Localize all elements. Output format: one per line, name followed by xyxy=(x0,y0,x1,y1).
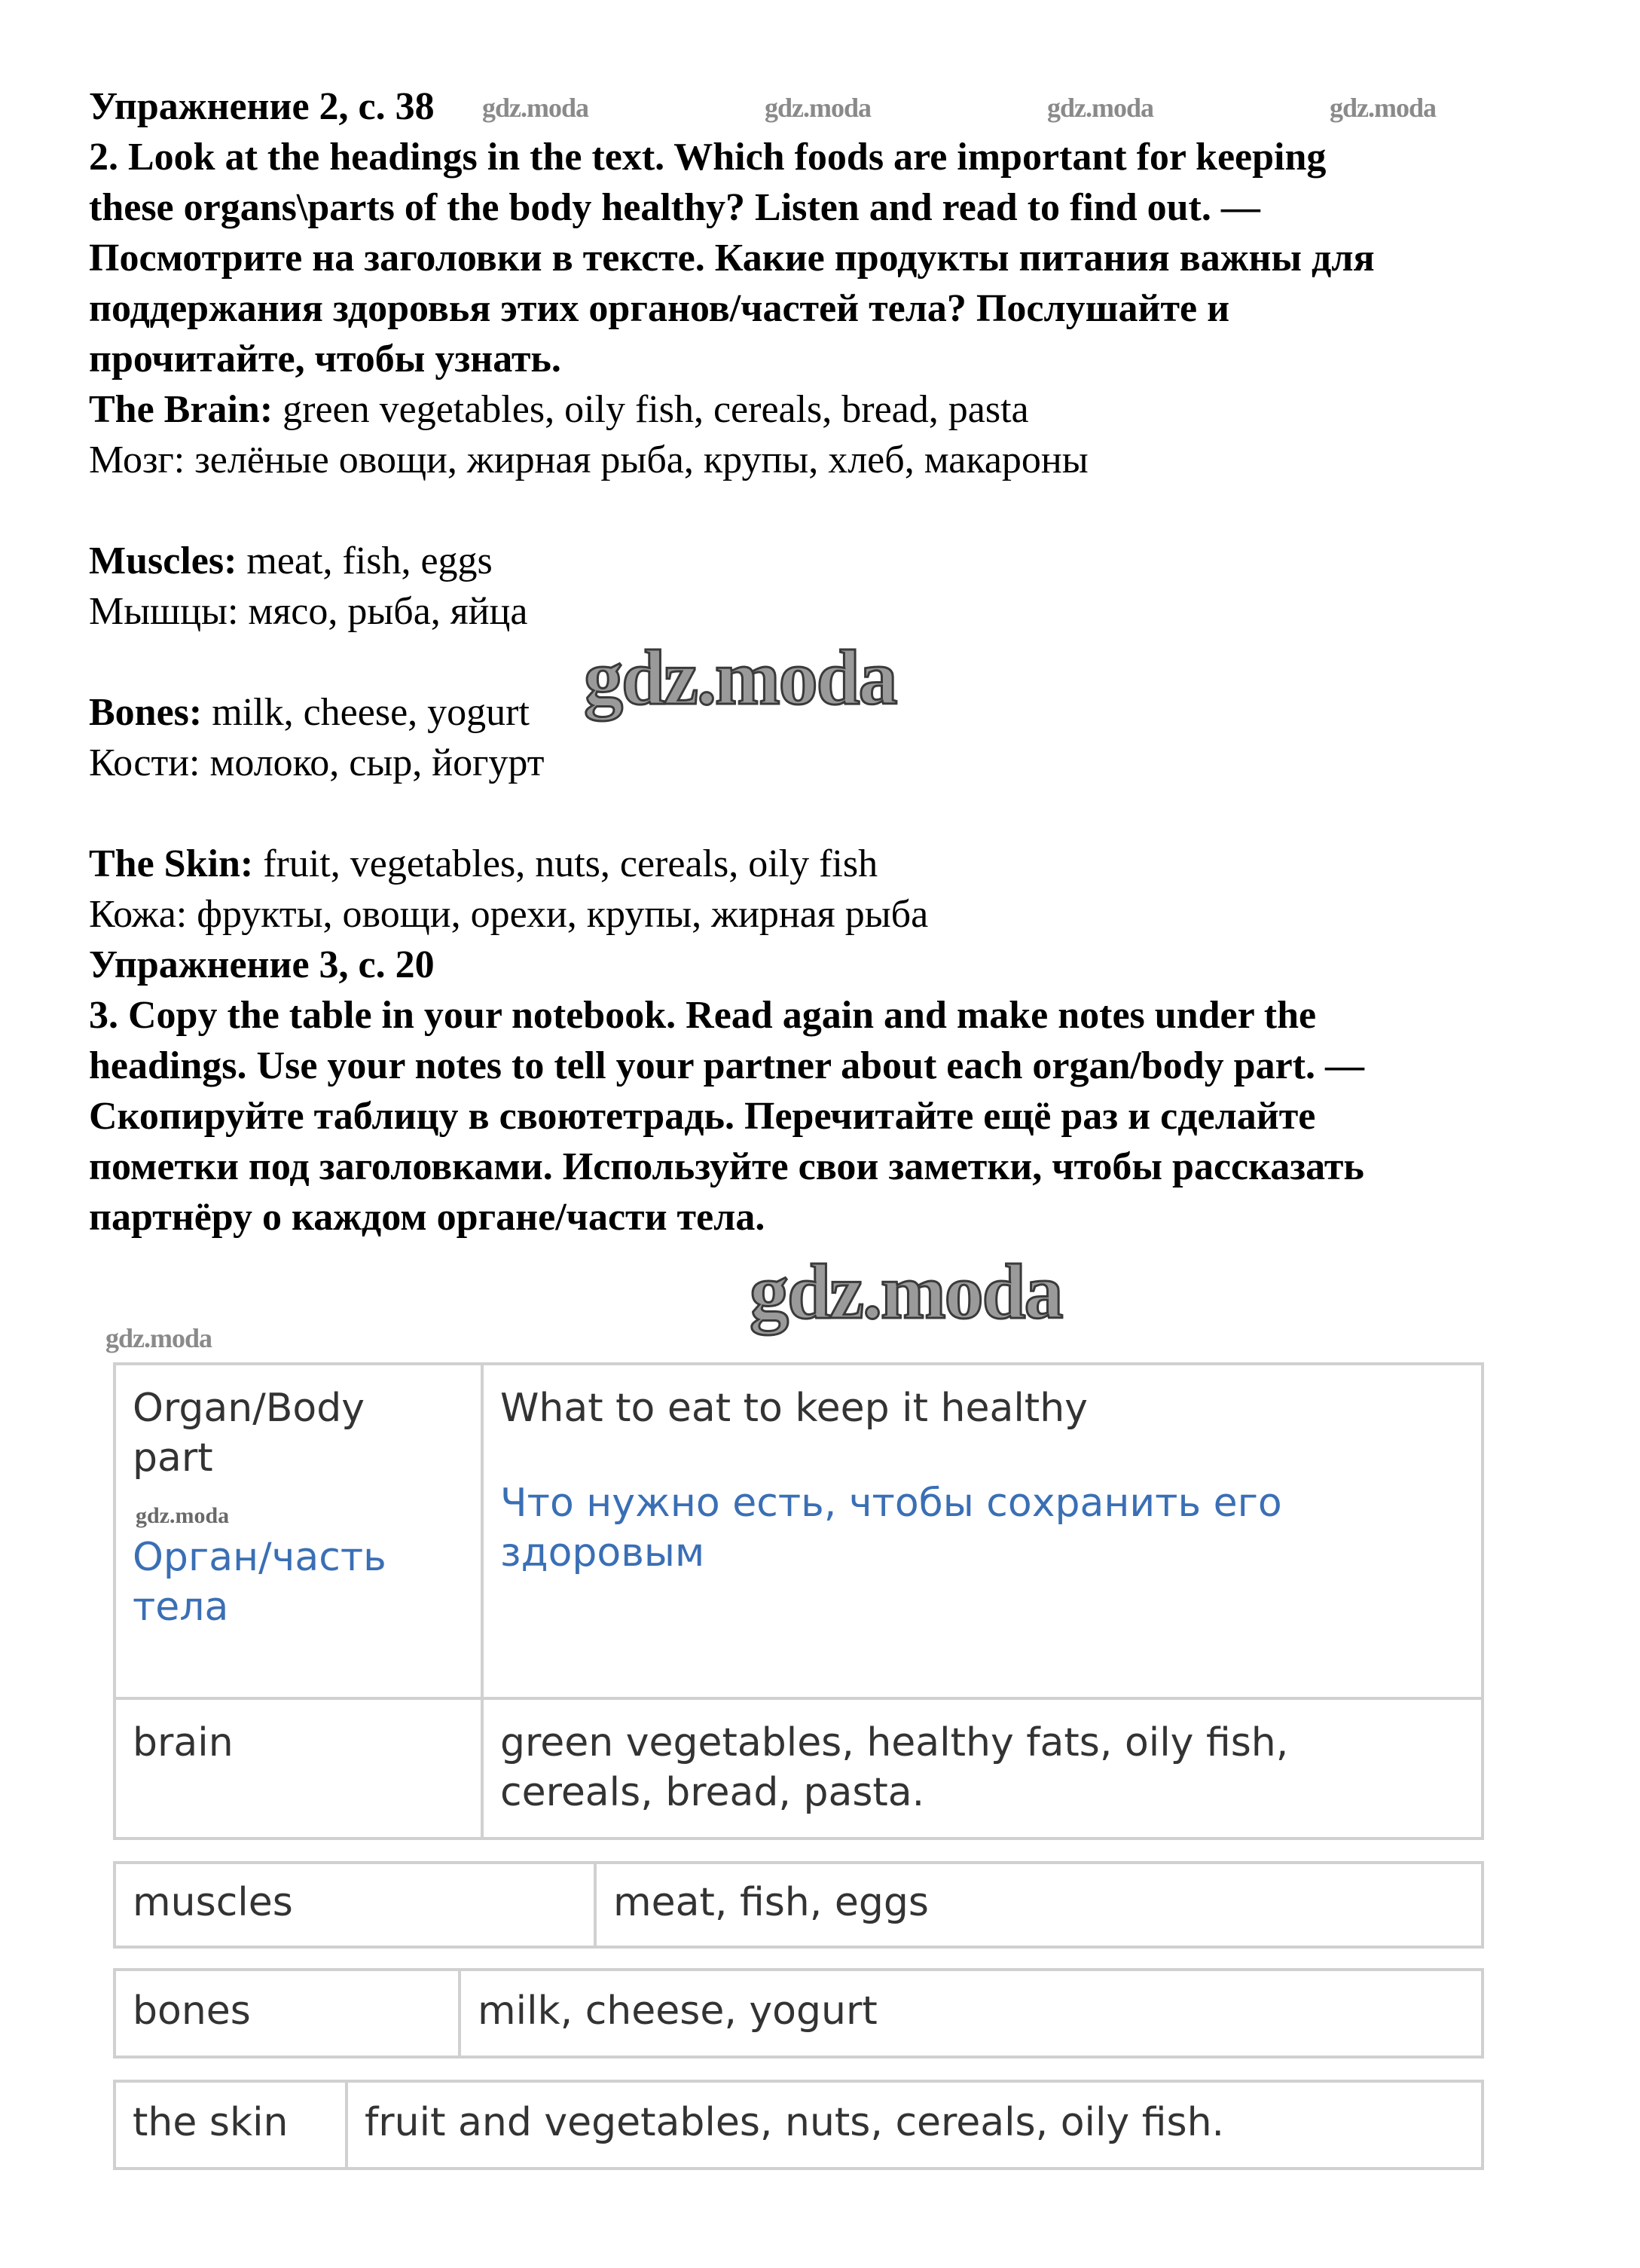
header-organ-cell xyxy=(115,1364,482,1698)
header-food-ru: Что нужно есть, чтобы сохранить его xyxy=(500,1481,1282,1526)
food-cell xyxy=(482,1698,1483,1839)
answer-bones-label: Bones: xyxy=(89,691,203,734)
answer-muscles-en xyxy=(89,536,1595,586)
exercise-3-task-line: Скопируйте таблицу в своютетрадь. Перечитайте ещё раз и сделайте xyxy=(89,1095,1316,1138)
blank-line xyxy=(89,788,1595,839)
header-organ-en: part xyxy=(133,1435,213,1481)
exercise-3-heading: Упражнение 3, с. 20 xyxy=(89,943,435,986)
exercise-2-heading: Упражнение 2, с. 38 xyxy=(89,85,435,128)
header-organ-ru: тела xyxy=(133,1585,229,1630)
spacer xyxy=(500,1433,1464,1478)
watermark-logo: gdz.moda xyxy=(584,634,896,721)
organ-cell: the skin xyxy=(115,2081,347,2169)
organ-cell: bones xyxy=(115,1970,460,2057)
table-row xyxy=(115,2081,1483,2169)
watermark-logo: gdz.moda xyxy=(765,93,872,123)
header-food-ru: здоровым xyxy=(500,1530,705,1576)
blank-line xyxy=(89,485,1595,536)
answer-brain-foods: green vegetables, oily fish, cereals, bread, pasta xyxy=(273,388,1029,431)
watermark-logo: gdz.moda xyxy=(750,1249,1062,1335)
header-food-cell xyxy=(482,1364,1483,1698)
table-row xyxy=(115,1863,1483,1947)
header-organ-en: Organ/Body xyxy=(133,1386,365,1431)
answer-skin-ru: Кожа: фрукты, овощи, орехи, крупы, жирная рыба xyxy=(89,893,929,936)
food-cell: meat, fish, eggs xyxy=(595,1863,1483,1947)
organ-cell: brain xyxy=(115,1698,482,1839)
table-header-row xyxy=(115,1364,1483,1698)
exercise-2-task-line: прочитайте, чтобы узнать. xyxy=(89,338,561,381)
answer-bones-ru: Кости: молоко, сыр, йогурт xyxy=(89,741,545,784)
exercise-2-task-line: Посмотрите на заголовки в тексте. Какие продукты питания важны для xyxy=(89,237,1375,280)
food-line: green vegetables, healthy fats, oily fish, xyxy=(500,1720,1289,1765)
answer-brain-label: The Brain: xyxy=(89,388,273,431)
header-organ-ru: Орган/часть xyxy=(133,1535,386,1580)
notes-table-main xyxy=(113,1362,1484,1840)
answer-skin-label: The Skin: xyxy=(89,842,254,885)
exercise-2-task-line: поддержания здоровья этих органов/частей тела? Послушайте и xyxy=(89,287,1230,330)
table-row xyxy=(115,1970,1483,2057)
watermark-logo: gdz.moda xyxy=(105,1323,212,1353)
exercise-3-task-line: headings. Use your notes to tell your partner about each organ/body part. — xyxy=(89,1044,1364,1087)
spacer xyxy=(133,1483,464,1533)
notes-table-skin xyxy=(113,2080,1484,2170)
answer-skin-foods: fruit, vegetables, nuts, cereals, oily fish xyxy=(253,842,878,885)
watermark-logo: gdz.moda xyxy=(1330,93,1437,123)
exercise-2-task-line: 2. Look at the headings in the text. Which foods are important for keeping xyxy=(89,136,1327,179)
notes-table-bones xyxy=(113,1968,1484,2059)
food-cell: fruit and vegetables, nuts, cereals, oily fish. xyxy=(347,2081,1483,2169)
exercise-3-task-line: пометки под заголовками. Используйте свои заметки, чтобы рассказать xyxy=(89,1145,1364,1188)
answer-muscles-ru: Мышцы: мясо, рыба, яйца xyxy=(89,590,528,633)
watermark-logo: gdz.moda xyxy=(136,1503,230,1528)
food-line: cereals, bread, pasta. xyxy=(500,1770,925,1815)
answer-brain-ru: Мозг: зелёные овощи, жирная рыба, крупы, хлеб, макароны xyxy=(89,439,1089,481)
answer-muscles-label: Muscles: xyxy=(89,539,237,582)
exercise-2-task-line: these organs\parts of the body healthy? Listen and read to find out. — xyxy=(89,186,1260,229)
answer-bones-foods: milk, cheese, yogurt xyxy=(202,691,530,734)
header-food-en: What to eat to keep it healthy xyxy=(500,1386,1088,1431)
watermark-logo: gdz.moda xyxy=(1047,93,1154,123)
exercise-3-task-line: 3. Copy the table in your notebook. Read again and make notes under the xyxy=(89,994,1317,1037)
notes-table-muscles xyxy=(113,1861,1484,1949)
watermark-logo: gdz.moda xyxy=(482,93,589,123)
answer-skin-en xyxy=(89,839,1595,889)
answer-brain-en xyxy=(89,384,1595,435)
table-row xyxy=(115,1698,1483,1839)
organ-cell: muscles xyxy=(115,1863,595,1947)
exercise-3-task-line: партнёру о каждом органе/части тела. xyxy=(89,1196,765,1239)
food-cell: milk, cheese, yogurt xyxy=(460,1970,1483,2057)
answer-muscles-foods: meat, fish, eggs xyxy=(237,539,493,582)
